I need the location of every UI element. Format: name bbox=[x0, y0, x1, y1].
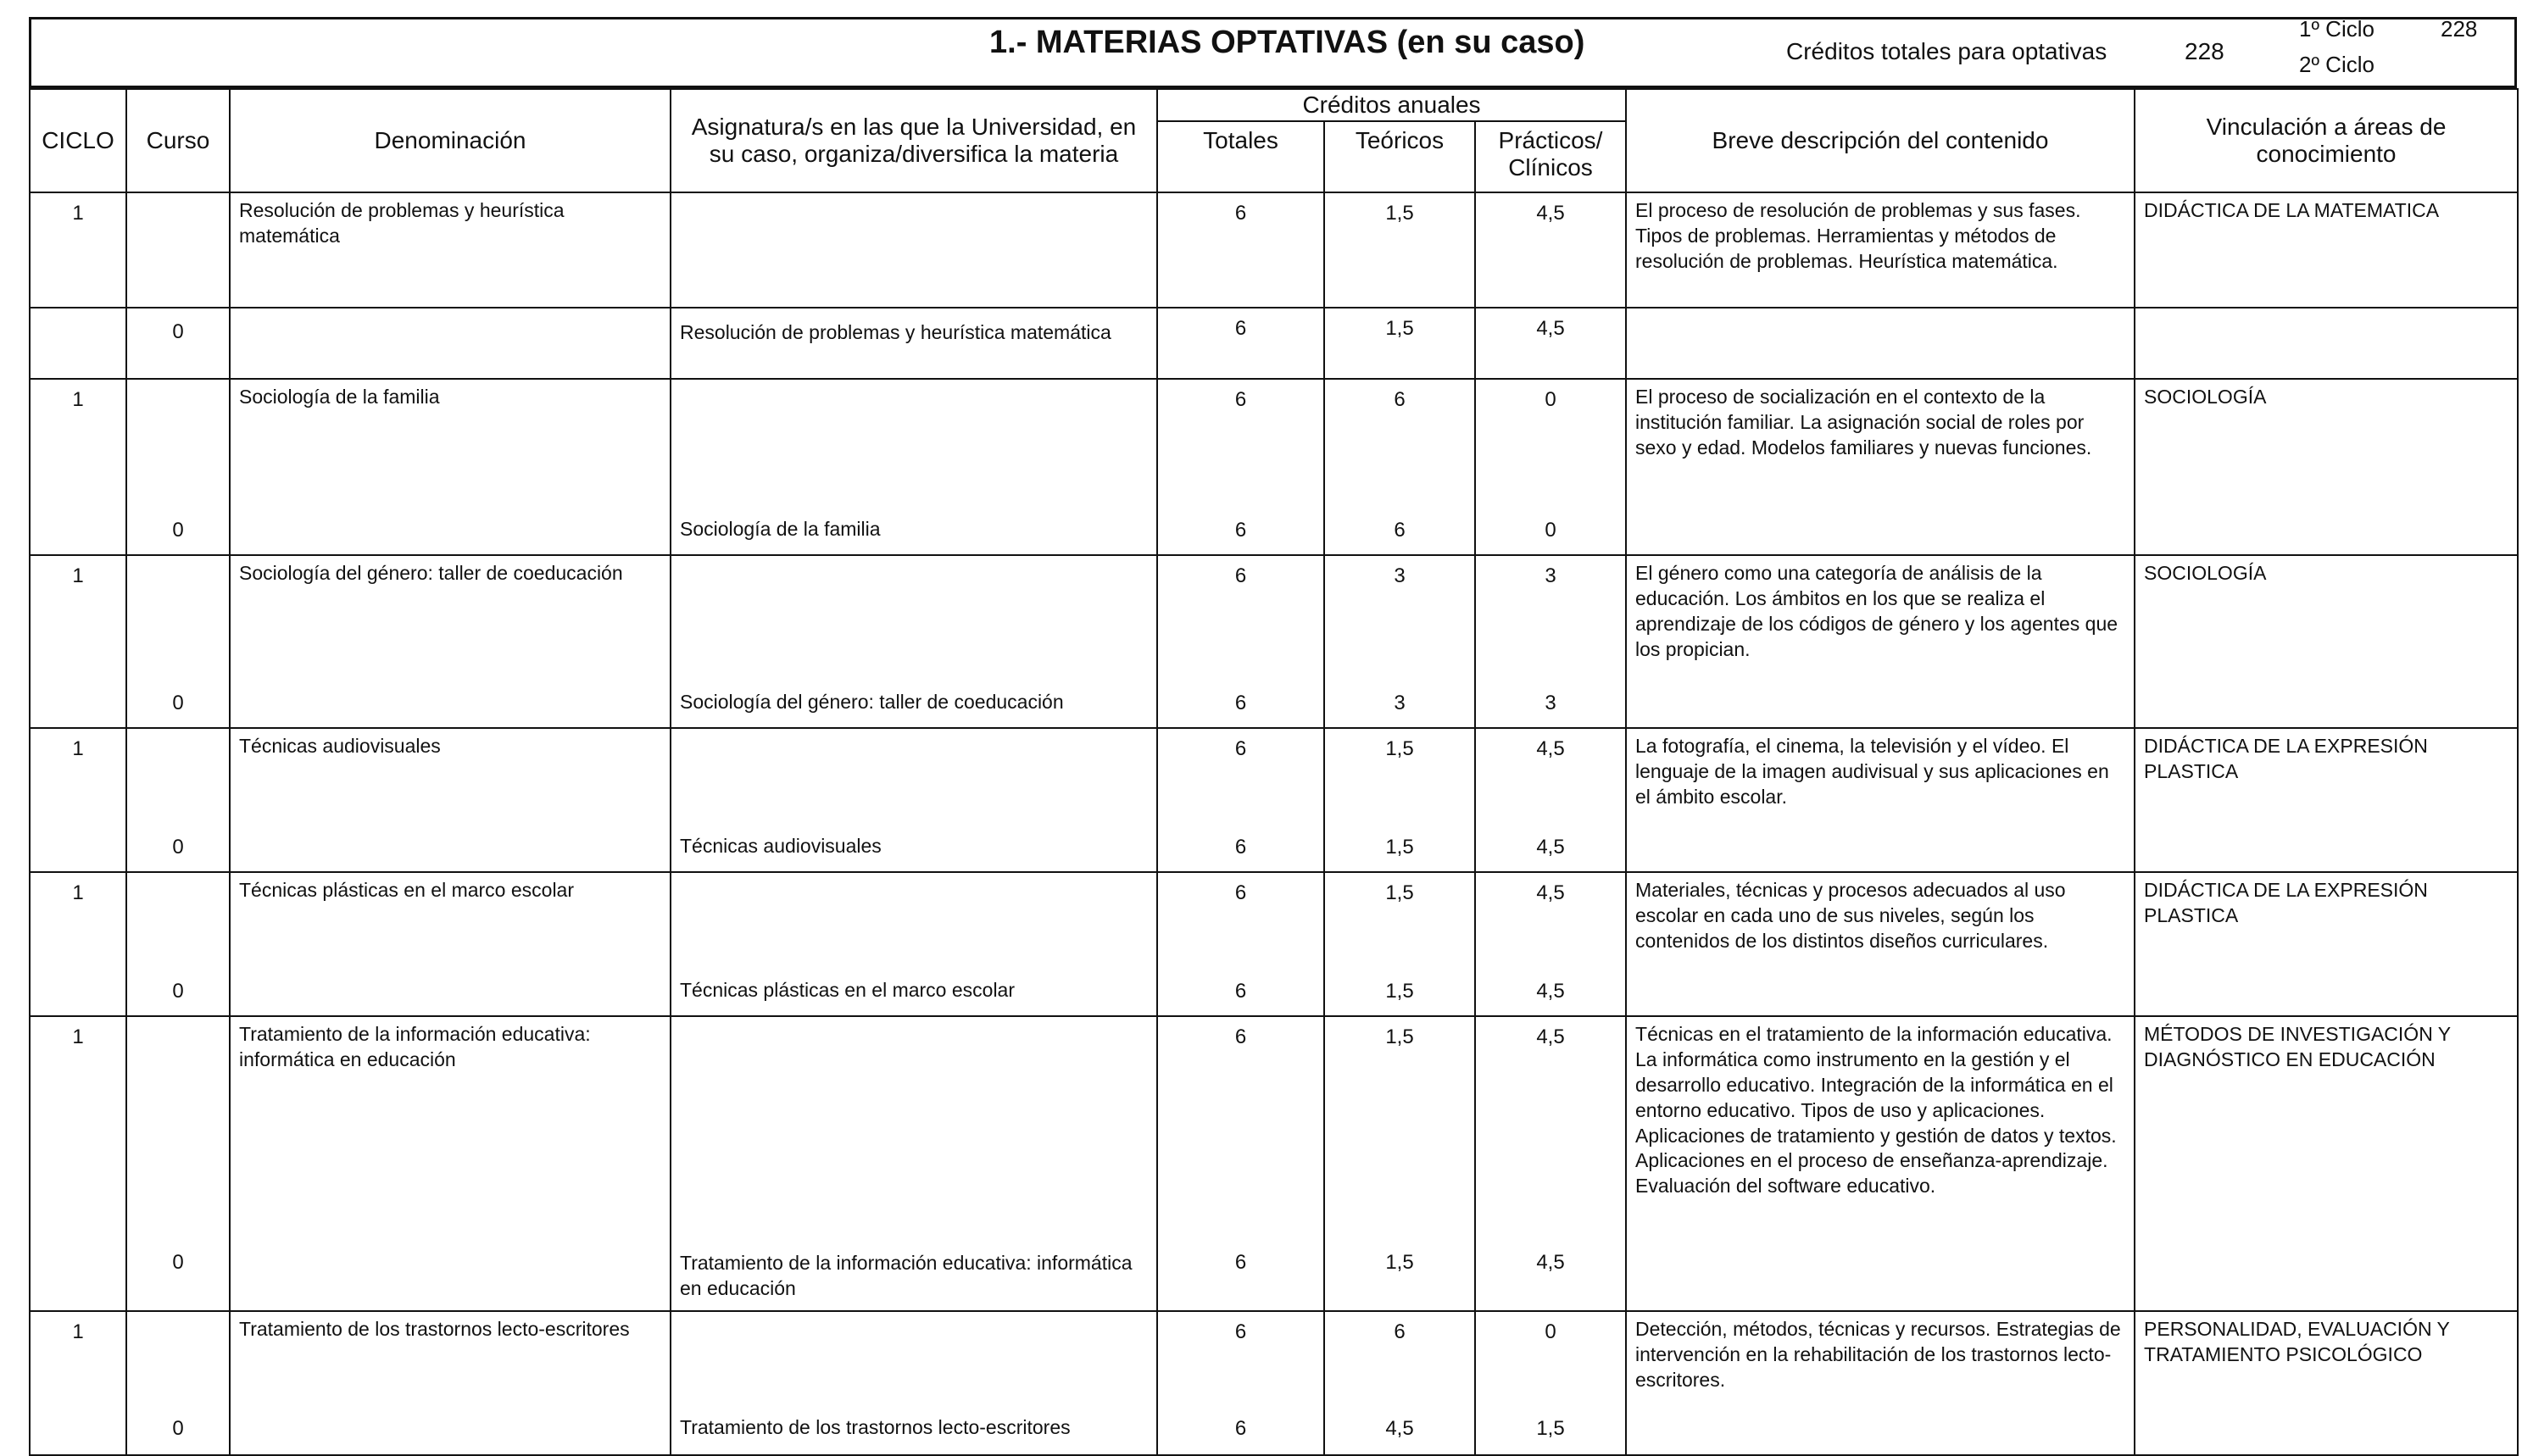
teoricos-sub-value: 1,5 bbox=[1385, 1251, 1414, 1274]
practicos-value: 4,5 bbox=[1536, 881, 1565, 904]
totales-cell bbox=[1157, 728, 1324, 872]
practicos-cell bbox=[1475, 728, 1626, 872]
ciclo-cell bbox=[30, 308, 126, 379]
teoricos-sub-value: 1,5 bbox=[1385, 836, 1414, 859]
table-row bbox=[30, 379, 2518, 555]
denominacion-cell: Técnicas plásticas en el marco escolar bbox=[230, 872, 671, 1016]
ciclo-cell: 1 bbox=[30, 1016, 126, 1311]
vinculacion-cell: PERSONALIDAD, EVALUACIÓN Y TRATAMIENTO PSICOLÓGICO bbox=[2135, 1311, 2518, 1455]
teoricos-sub-value: 6 bbox=[1394, 519, 1406, 542]
descripcion-cell: La fotografía, el cinema, la televisión y el vídeo. El lenguaje de la imagen audivisual y sus aplicaciones en el ámbito escolar. bbox=[1626, 728, 2135, 872]
practicos-cell bbox=[1475, 555, 1626, 728]
practicos-value: 4,5 bbox=[1536, 1025, 1565, 1048]
asignatura-cell bbox=[671, 379, 1157, 555]
credits-label: Créditos totales para optativas bbox=[1786, 38, 2107, 64]
col-teoricos: Teóricos bbox=[1324, 121, 1475, 192]
ciclo-cell: 1 bbox=[30, 555, 126, 728]
asignatura-value: Sociología del género: taller de coeducación bbox=[680, 691, 1064, 714]
table-row bbox=[30, 555, 2518, 728]
totales-cell bbox=[1157, 1016, 1324, 1311]
totales-value: 6 bbox=[1234, 1025, 1247, 1048]
practicos-value: 0 bbox=[1545, 1320, 1556, 1343]
vinculacion-cell: DIDÁCTICA DE LA MATEMATICA bbox=[2135, 192, 2518, 308]
descripcion-cell: Detección, métodos, técnicas y recursos. Estrategias de intervención en la rehabilitación de los trastornos lecto-escritores. bbox=[1626, 1311, 2135, 1455]
col-creditos-anuales: Créditos anuales bbox=[1157, 89, 1626, 121]
teoricos-value: 1,5 bbox=[1385, 737, 1414, 760]
vinculacion-cell bbox=[2135, 308, 2518, 379]
curso-value: 0 bbox=[172, 980, 184, 1003]
totales-sub-value: 6 bbox=[1234, 1417, 1247, 1440]
practicos-cell bbox=[1475, 1016, 1626, 1311]
practicos-value: 0 bbox=[1545, 388, 1556, 411]
col-asignatura: Asignatura/s en las que la Universidad, en su caso, organiza/diversifica la materia bbox=[671, 89, 1157, 192]
ciclo-cell: 1 bbox=[30, 1311, 126, 1455]
ciclo-cell: 1 bbox=[30, 872, 126, 1016]
teoricos-cell: 1,5 bbox=[1324, 308, 1475, 379]
asignatura-value: Técnicas audiovisuales bbox=[680, 835, 882, 858]
practicos-sub-value: 0 bbox=[1545, 519, 1556, 542]
ciclo-cell: 1 bbox=[30, 192, 126, 308]
vinculacion-cell: DIDÁCTICA DE LA EXPRESIÓN PLASTICA bbox=[2135, 728, 2518, 872]
asignatura-cell bbox=[671, 1311, 1157, 1455]
totales-sub-value: 6 bbox=[1234, 980, 1247, 1003]
totales-sub-value: 6 bbox=[1234, 836, 1247, 859]
denominacion-cell bbox=[230, 308, 671, 379]
curso-cell bbox=[126, 872, 230, 1016]
vinculacion-cell: SOCIOLOGÍA bbox=[2135, 555, 2518, 728]
table-row bbox=[30, 872, 2518, 1016]
practicos-sub-value: 3 bbox=[1545, 692, 1556, 714]
totales-cell bbox=[1157, 555, 1324, 728]
descripcion-cell: El proceso de socialización en el contexto de la institución familiar. La asignación social de roles por sexo y edad. Modelos familiares y nuevas funciones. bbox=[1626, 379, 2135, 555]
descripcion-cell bbox=[1626, 308, 2135, 379]
practicos-sub-value: 4,5 bbox=[1536, 836, 1565, 859]
practicos-sub-value: 4,5 bbox=[1536, 980, 1565, 1003]
curso-value: 0 bbox=[172, 1251, 184, 1274]
teoricos-value: 6 bbox=[1394, 388, 1406, 411]
totales-sub-value: 6 bbox=[1234, 692, 1247, 714]
teoricos-cell bbox=[1324, 872, 1475, 1016]
asignatura-value: Tratamiento de los trastornos lecto-escritores bbox=[680, 1416, 1071, 1439]
descripcion-cell: El género como una categoría de análisis de la educación. Los ámbitos en los que se realiza el aprendizaje de los códigos de género y los agentes que los propician. bbox=[1626, 555, 2135, 728]
credits-total: 228 bbox=[2185, 38, 2224, 64]
teoricos-sub-value: 3 bbox=[1394, 692, 1406, 714]
table-row bbox=[30, 728, 2518, 872]
title-bar bbox=[29, 17, 2517, 88]
totales-cell: 6 bbox=[1157, 192, 1324, 308]
totales-value: 6 bbox=[1234, 388, 1247, 411]
col-ciclo: CICLO bbox=[30, 89, 126, 192]
totales-value: 6 bbox=[1234, 881, 1247, 904]
ciclo-cell: 1 bbox=[30, 728, 126, 872]
table-row bbox=[30, 308, 2518, 379]
ciclo2-label: 2º Ciclo bbox=[2299, 52, 2374, 77]
practicos-cell bbox=[1475, 379, 1626, 555]
curso-cell bbox=[126, 192, 230, 308]
curso-value: 0 bbox=[172, 519, 184, 542]
denominacion-cell: Tratamiento de la información educativa: informática en educación bbox=[230, 1016, 671, 1311]
curso-value: 0 bbox=[172, 1417, 184, 1440]
practicos-sub-value: 4,5 bbox=[1536, 1251, 1565, 1274]
totales-sub-value: 6 bbox=[1234, 519, 1247, 542]
totales-sub-value: 6 bbox=[1234, 1251, 1247, 1274]
totales-value: 6 bbox=[1234, 737, 1247, 760]
ciclo-cell: 1 bbox=[30, 379, 126, 555]
curso-cell bbox=[126, 1311, 230, 1455]
teoricos-value: 6 bbox=[1394, 1320, 1406, 1343]
col-curso: Curso bbox=[126, 89, 230, 192]
descripcion-cell: Materiales, técnicas y procesos adecuados al uso escolar en cada uno de sus niveles, según los contenidos de los distintos diseños curriculares. bbox=[1626, 872, 2135, 1016]
denominacion-cell: Sociología del género: taller de coeducación bbox=[230, 555, 671, 728]
asignatura-cell bbox=[671, 1016, 1157, 1311]
totales-value: 6 bbox=[1234, 564, 1247, 587]
table-row bbox=[30, 1311, 2518, 1455]
denominacion-cell: Tratamiento de los trastornos lecto-escritores bbox=[230, 1311, 671, 1455]
teoricos-sub-value: 4,5 bbox=[1385, 1417, 1414, 1440]
col-descripcion: Breve descripción del contenido bbox=[1626, 89, 2135, 192]
teoricos-value: 3 bbox=[1394, 564, 1406, 587]
col-denominacion: Denominación bbox=[230, 89, 671, 192]
denominacion-cell: Técnicas audiovisuales bbox=[230, 728, 671, 872]
practicos-value: 3 bbox=[1545, 564, 1556, 587]
practicos-cell: 4,5 bbox=[1475, 192, 1626, 308]
teoricos-cell bbox=[1324, 1311, 1475, 1455]
totales-cell bbox=[1157, 379, 1324, 555]
asignatura-value: Sociología de la familia bbox=[680, 518, 881, 541]
asignatura-cell bbox=[671, 728, 1157, 872]
asignatura-value: Tratamiento de la información educativa: informática en educación bbox=[680, 1252, 1133, 1300]
asignatura-cell bbox=[671, 555, 1157, 728]
asignatura-cell: Resolución de problemas y heurística matemática bbox=[671, 308, 1157, 379]
practicos-value: 4,5 bbox=[1536, 737, 1565, 760]
curso-value: 0 bbox=[172, 836, 184, 859]
vinculacion-cell: DIDÁCTICA DE LA EXPRESIÓN PLASTICA bbox=[2135, 872, 2518, 1016]
page-title: 1.- MATERIAS OPTATIVAS (en su caso) bbox=[989, 25, 1585, 60]
totales-cell bbox=[1157, 1311, 1324, 1455]
teoricos-value: 1,5 bbox=[1385, 881, 1414, 904]
teoricos-cell bbox=[1324, 1016, 1475, 1311]
document-page bbox=[29, 17, 2517, 1449]
teoricos-cell bbox=[1324, 728, 1475, 872]
totales-cell: 6 bbox=[1157, 308, 1324, 379]
curso-cell bbox=[126, 728, 230, 872]
ciclo1-label: 1º Ciclo bbox=[2299, 16, 2374, 42]
ciclo1-value: 228 bbox=[2441, 16, 2478, 42]
totales-value: 6 bbox=[1234, 1320, 1247, 1343]
denominacion-cell: Sociología de la familia bbox=[230, 379, 671, 555]
curso-cell bbox=[126, 1016, 230, 1311]
practicos-cell: 4,5 bbox=[1475, 308, 1626, 379]
teoricos-sub-value: 1,5 bbox=[1385, 980, 1414, 1003]
curso-cell: 0 bbox=[126, 308, 230, 379]
col-vinculacion: Vinculación a áreas de conocimiento bbox=[2135, 89, 2518, 192]
vinculacion-cell: MÉTODOS DE INVESTIGACIÓN Y DIAGNÓSTICO EN EDUCACIÓN bbox=[2135, 1016, 2518, 1311]
col-totales: Totales bbox=[1157, 121, 1324, 192]
asignatura-cell bbox=[671, 872, 1157, 1016]
curso-cell bbox=[126, 555, 230, 728]
vinculacion-cell: SOCIOLOGÍA bbox=[2135, 379, 2518, 555]
teoricos-cell bbox=[1324, 379, 1475, 555]
curso-value: 0 bbox=[172, 692, 184, 714]
teoricos-value: 1,5 bbox=[1385, 1025, 1414, 1048]
asignatura-cell bbox=[671, 192, 1157, 308]
descripcion-cell: Técnicas en el tratamiento de la información educativa. La informática como instrumento en la gestión y el desarrollo educativo. Integración de la informática en el entorno educativo. Tipos de uso y aplicaciones. Aplicaciones de tratamiento y gestión de datos y textos. Aplicaciones en el proceso de enseñanza-aprendizaje. Evaluación del software educativo. bbox=[1626, 1016, 2135, 1311]
table-row bbox=[30, 192, 2518, 308]
practicos-cell bbox=[1475, 1311, 1626, 1455]
asignatura-value: Técnicas plásticas en el marco escolar bbox=[680, 979, 1015, 1002]
table-row bbox=[30, 1016, 2518, 1311]
descripcion-cell: El proceso de resolución de problemas y sus fases. Tipos de problemas. Herramientas y métodos de resolución de problemas. Heurística matemática. bbox=[1626, 192, 2135, 308]
teoricos-cell: 1,5 bbox=[1324, 192, 1475, 308]
subjects-table bbox=[29, 88, 2519, 1456]
totales-cell bbox=[1157, 872, 1324, 1016]
col-practicos: Prácticos/ Clínicos bbox=[1475, 121, 1626, 192]
curso-cell bbox=[126, 379, 230, 555]
practicos-sub-value: 1,5 bbox=[1536, 1417, 1565, 1440]
practicos-cell bbox=[1475, 872, 1626, 1016]
teoricos-cell bbox=[1324, 555, 1475, 728]
denominacion-cell: Resolución de problemas y heurística matemática bbox=[230, 192, 671, 308]
